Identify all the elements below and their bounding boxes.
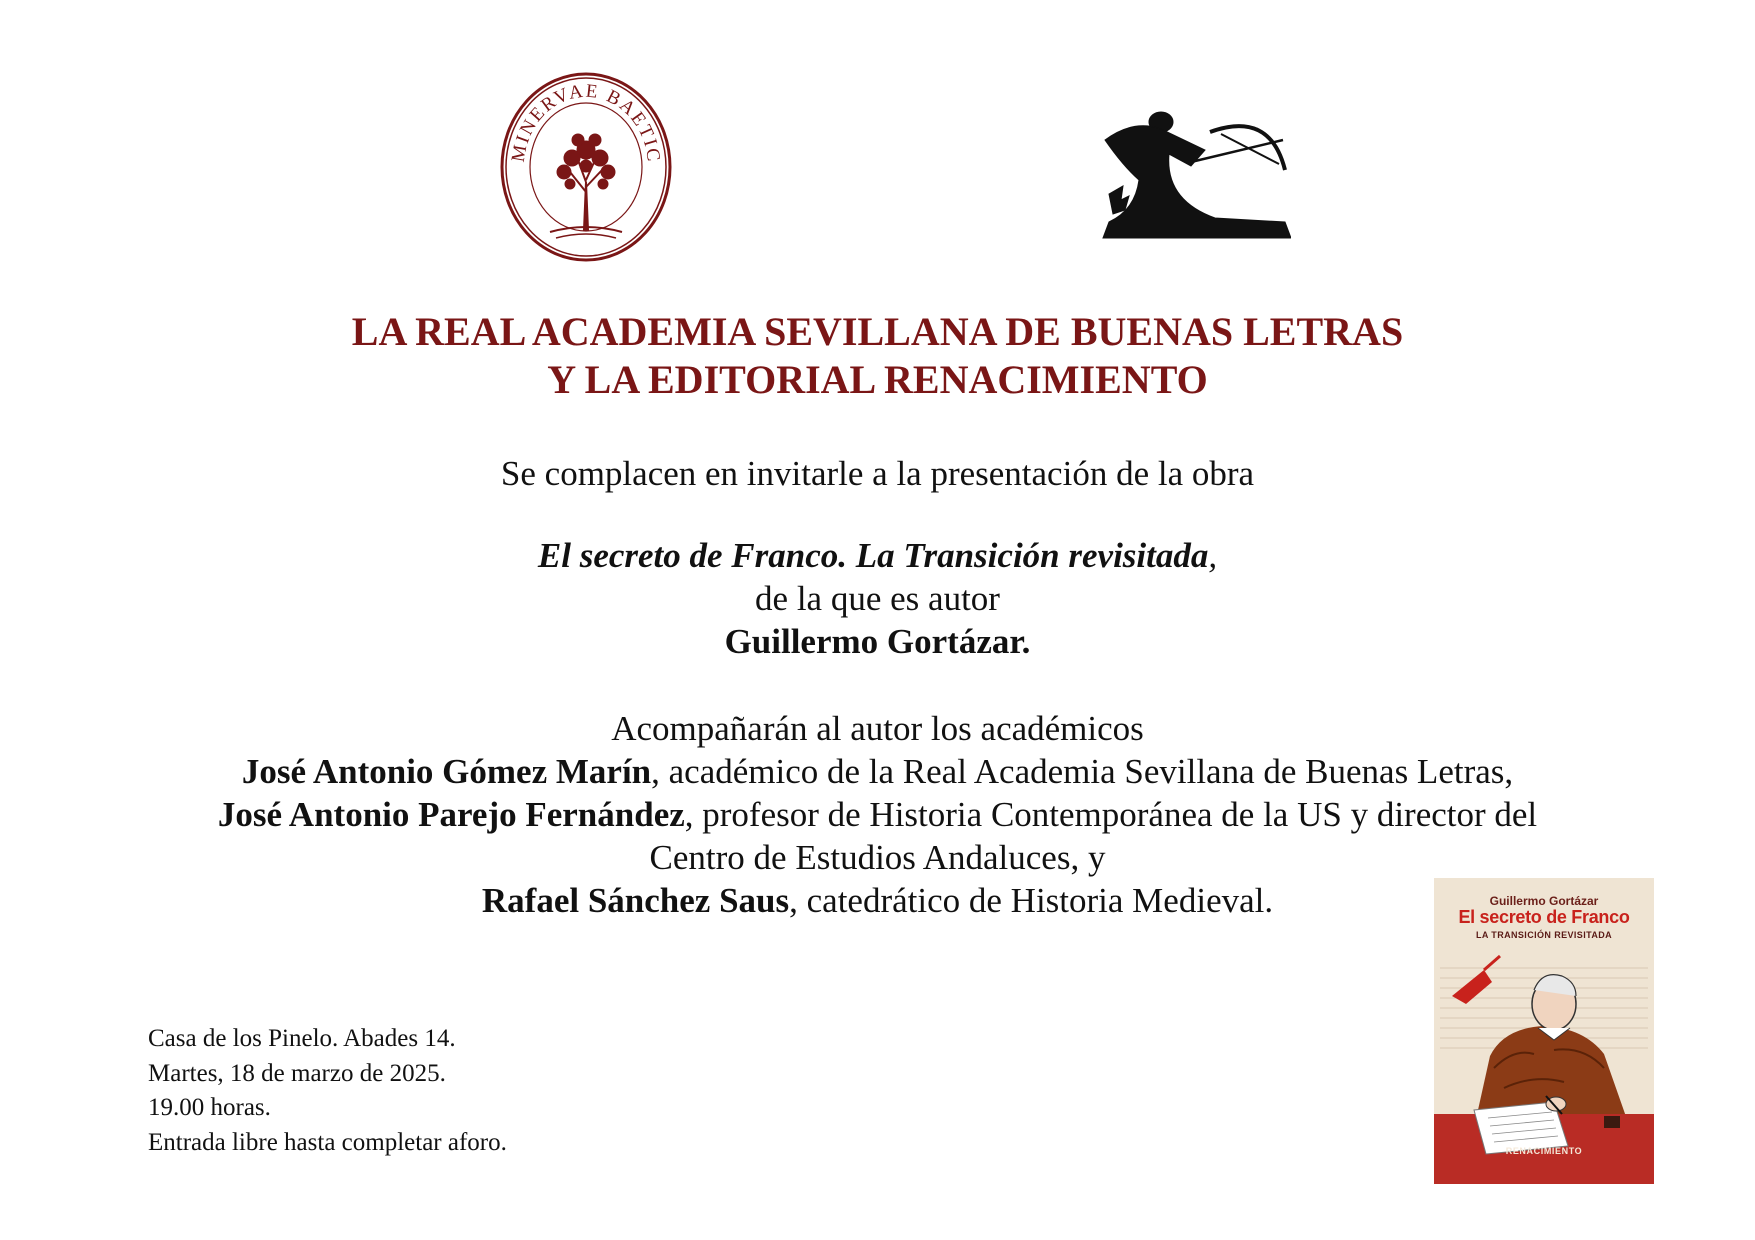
speaker-line (0, 750, 1755, 793)
cover-publisher: RENACIMIENTO (1505, 1146, 1583, 1156)
speaker-desc: , catedrático de Historia Medieval. (789, 881, 1274, 920)
book-cover-image (1434, 878, 1654, 1184)
invitation-heading (0, 308, 1755, 404)
venue-time: 19.00 horas. (148, 1094, 271, 1121)
seal-logo-icon (500, 72, 672, 262)
venue-place: Casa de los Pinelo. Abades 14. (148, 1025, 456, 1052)
speakers-intro: Acompañarán al autor los académicos (611, 709, 1144, 748)
seal-text: MINERVAE BAETIC (507, 80, 665, 165)
speaker-name: José Antonio Parejo Fernández (217, 795, 685, 834)
speaker-line (0, 793, 1755, 836)
archer-logo-icon (1095, 110, 1291, 244)
venue-date: Martes, 18 de marzo de 2025. (148, 1059, 446, 1087)
work-author: Guillermo Gortázar. (724, 622, 1031, 661)
venue-entry: Entrada libre hasta completar aforo. (148, 1128, 507, 1156)
venue-details (148, 1022, 507, 1160)
publisher-archer-logo (1095, 110, 1291, 244)
cover-subtitle: LA TRANSICIÓN REVISITADA (1475, 930, 1613, 940)
heading-line-1: LA REAL ACADEMIA SEVILLANA DE BUENAS LETRAS (351, 309, 1404, 354)
work-block (0, 534, 1755, 663)
work-title-line (0, 534, 1755, 577)
speaker-desc: , académico de la Real Academia Sevillana de Buenas Letras, (651, 752, 1514, 791)
cover-title: El secreto de Franco (1458, 907, 1630, 927)
speaker-desc-continued: Centro de Estudios Andaluces, y (649, 838, 1106, 877)
speaker-desc: , profesor de Historia Contemporánea de la US y director del (684, 795, 1538, 834)
speaker-name: José Antonio Gómez Marín (241, 752, 652, 791)
academy-seal-logo (500, 72, 672, 262)
heading-line-2: Y LA EDITORIAL RENACIMIENTO (547, 357, 1208, 402)
work-title-suffix: , (1208, 536, 1218, 575)
speaker-name: Rafael Sánchez Saus (481, 881, 790, 920)
author-intro: de la que es autor (755, 579, 1000, 618)
invite-line: Se complacen en invitarle a la presentación de la obra (500, 454, 1255, 493)
cover-author: Guillermo Gortázar (1489, 894, 1599, 908)
work-title: El secreto de Franco. La Transición revisitada (537, 536, 1209, 575)
